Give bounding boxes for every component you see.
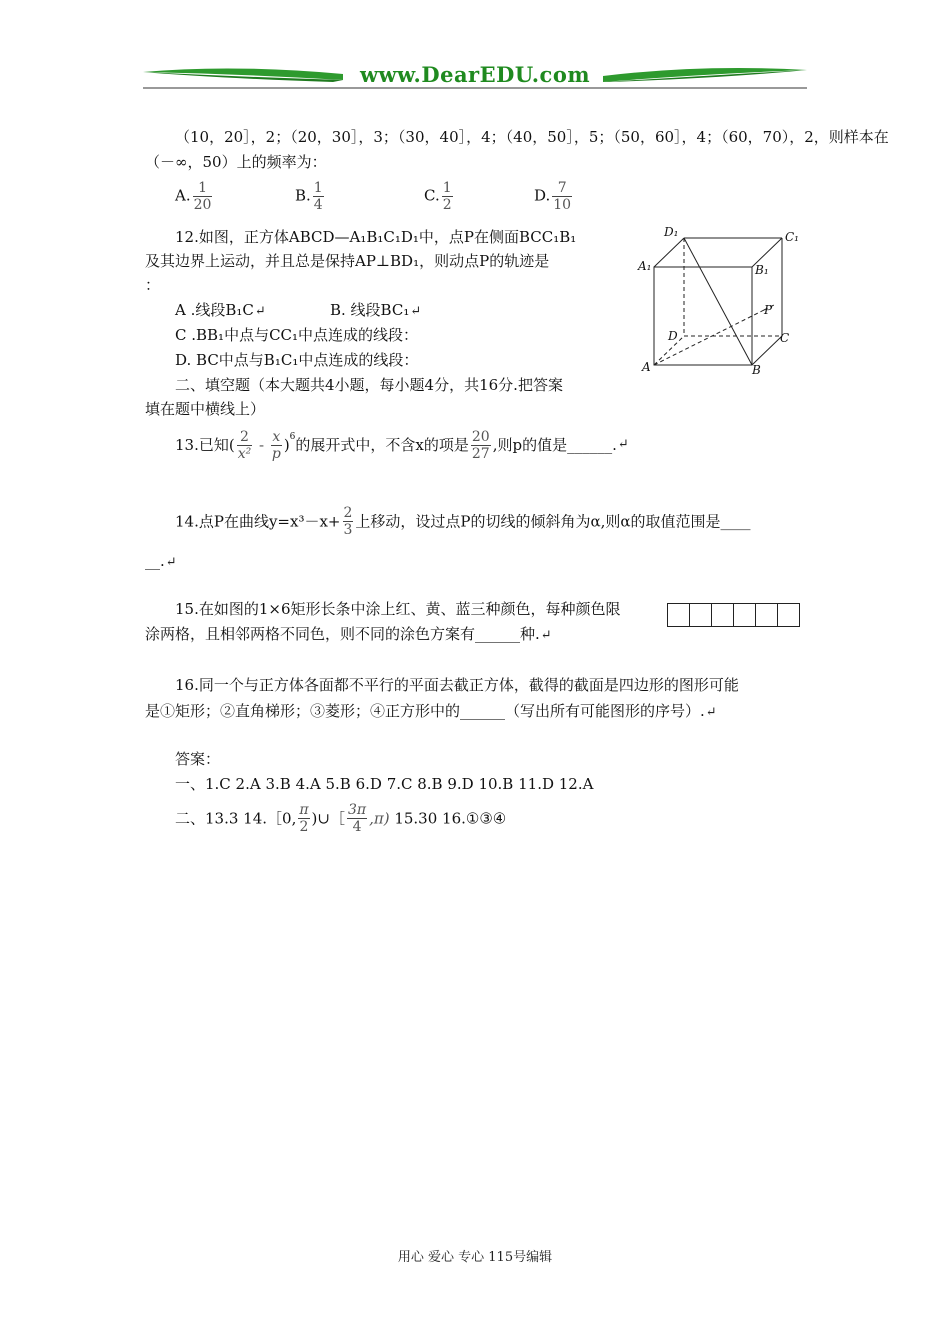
q16-line2: [145, 700, 717, 724]
q11-line2: （－∞，50）上的频率为：: [145, 153, 327, 171]
q11-option-d: [534, 180, 574, 213]
footer-text: 用心 爱心 专心 115号编辑: [397, 1250, 553, 1265]
q11-line1: （10，20］，2；（20，30］，3；（30，40］，4；（40，50］，5；（50，60］，4；（60，70），2，则样本在: [175, 128, 889, 146]
fraction-numerator: 7: [552, 180, 572, 197]
fraction-denominator: 4: [352, 819, 362, 835]
label-b: B: [752, 363, 761, 377]
paragraph-mark-icon: ↵: [705, 705, 717, 720]
q12-option-d: D. BC中点与B₁C₁中点连成的线段：: [175, 351, 419, 369]
answer-fraction-1: [298, 802, 309, 835]
label-c1: C₁: [785, 230, 799, 244]
q12-option-c: C .BB₁中点与CC₁中点连成的线段：: [175, 326, 419, 344]
fraction-denominator: 3: [343, 522, 353, 538]
q13-close-paren: ): [283, 436, 290, 454]
strip-cell: [778, 604, 800, 627]
header-site-title: www.DearEDU.com: [359, 62, 591, 87]
q15-line1: 15.在如图的1×6矩形长条中涂上红、黄、蓝三种颜色，每种颜色限: [175, 600, 621, 618]
fraction-numerator: π: [299, 802, 309, 818]
q14: [175, 505, 751, 538]
strip-cell: [668, 604, 690, 627]
answers-line2: [175, 802, 506, 835]
paragraph-mark-icon: ↵: [254, 304, 266, 319]
option-b-text: B. 线段BC₁: [330, 301, 410, 319]
option-fraction: [193, 180, 213, 213]
strip-cell: [734, 604, 756, 627]
q16-line2-text: 是①矩形；②直角梯形；③菱形；④正方形中的______（写出所有可能图形的序号）.: [145, 702, 705, 720]
q12-line2: 及其边界上运动，并且总是保持AP⊥BD₁，则动点P的轨迹是: [145, 252, 550, 270]
paragraph-mark-icon: ↵: [410, 304, 422, 319]
fraction-numerator: 1: [193, 180, 213, 197]
q15-line2: [145, 623, 552, 647]
paragraph-mark-icon: ↵: [540, 628, 552, 643]
q11-option-a: [175, 180, 214, 213]
q13-exponent: 6: [289, 432, 296, 442]
q13-fraction-2: [271, 429, 282, 462]
fraction-numerator: 2: [237, 429, 253, 446]
section2-line2: 填在题中横线上）: [145, 400, 266, 418]
strip-cell: [712, 604, 734, 627]
q14-line2: [145, 550, 177, 574]
fraction-numerator: 2: [343, 505, 353, 521]
q13-minus: -: [254, 436, 269, 454]
strip-cell: [690, 604, 712, 627]
label-b1: B₁: [755, 263, 769, 277]
answers-union: )∪［: [311, 809, 345, 828]
option-label: C.: [424, 186, 440, 205]
label-d1: D₁: [664, 225, 679, 239]
answers-line2-suffix: 15.30 16.①③④: [389, 809, 507, 828]
color-strip-1x6: [667, 603, 800, 627]
answers-line1: 一、1.C 2.A 3.B 4.A 5.B 6.D 7.C 8.B 9.D 10.B 11.D 12.A: [175, 775, 594, 793]
option-fraction: [313, 180, 324, 213]
fraction-denominator: 20: [193, 197, 212, 213]
option-label: D.: [534, 186, 551, 205]
fraction-denominator: 2: [299, 819, 309, 835]
fraction-denominator: x²: [237, 445, 252, 462]
answers-title: 答案：: [175, 750, 221, 768]
q15-line2-text: 涂两格，且相邻两格不同色，则不同的涂色方案有______种.: [145, 625, 540, 643]
option-fraction: [442, 180, 453, 213]
section2-line1: 二、填空题（本大题共4小题，每小题4分，共16分.把答案: [175, 376, 563, 394]
q11-option-b: [295, 180, 326, 213]
label-p: P: [764, 303, 773, 317]
label-d: D: [668, 329, 678, 343]
label-c: C: [780, 331, 790, 345]
fraction-numerator: 1: [313, 180, 323, 196]
q13-suffix: ,则p的值是______.: [492, 436, 617, 454]
option-fraction: [552, 180, 572, 213]
label-a1: A₁: [638, 259, 652, 273]
q12-option-a: [175, 299, 266, 323]
strip-cell: [756, 604, 778, 627]
q16-line1: 16.同一个与正方体各面都不平行的平面去截正方体，截得的截面是四边形的图形可能: [175, 676, 739, 694]
fraction-denominator: p: [271, 445, 281, 462]
q14-line2-text: __.: [145, 552, 165, 570]
q14-suffix: 上移动，设过点P的切线的倾斜角为α,则α的取值范围是____: [355, 512, 751, 531]
fraction-denominator: 27: [471, 445, 490, 462]
q13-fraction-1: [237, 429, 253, 462]
answers-interval-end: ,π): [369, 809, 390, 828]
q12-line1: 12.如图，正方体ABCD—A₁B₁C₁D₁中，点P在侧面BCC₁B₁: [175, 228, 577, 246]
q11-option-c: [424, 180, 455, 213]
q13-middle: 的展开式中，不含x的项是: [295, 436, 469, 454]
option-label: B.: [295, 186, 311, 205]
fraction-denominator: 2: [442, 197, 452, 213]
option-label: A.: [175, 186, 191, 205]
answers-line2-prefix: 二、13.3 14.［0,: [175, 809, 297, 828]
paragraph-mark-icon: ↵: [617, 437, 629, 452]
fraction-numerator: 20: [471, 428, 490, 445]
option-a-text: A .线段B₁C: [175, 301, 254, 319]
q14-fraction: [343, 505, 354, 538]
fraction-denominator: 4: [313, 197, 323, 213]
q13-fraction-3: [471, 429, 491, 462]
paragraph-mark-icon: ↵: [165, 555, 177, 570]
header-banner: [143, 60, 807, 92]
fraction-denominator: 10: [553, 197, 572, 213]
answer-fraction-2: [347, 802, 367, 835]
cube-diagram: [632, 222, 812, 382]
q13-prefix: 13.已知(: [175, 436, 235, 454]
q13: [175, 426, 629, 462]
q14-prefix: 14.点P在曲线y=x³－x+: [175, 512, 341, 531]
q12-line3: ：: [145, 276, 161, 294]
label-a: A: [642, 360, 651, 374]
fraction-numerator: 3π: [347, 802, 367, 818]
fraction-numerator: x: [272, 428, 281, 445]
fraction-numerator: 1: [442, 180, 452, 196]
q12-option-b: [330, 299, 421, 323]
